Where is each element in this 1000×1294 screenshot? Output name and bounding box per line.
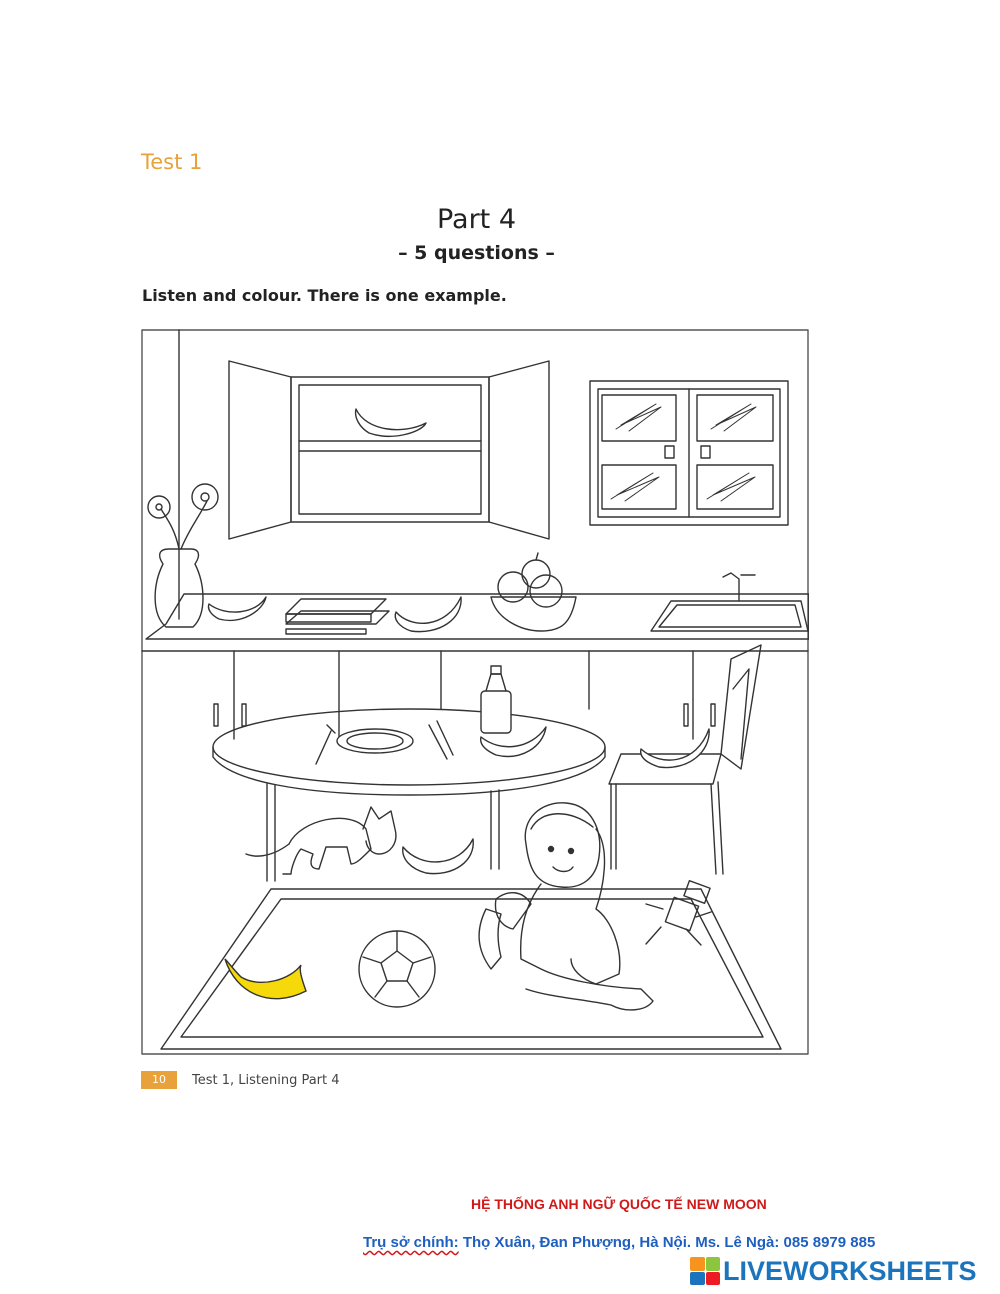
vase-with-flowers	[148, 484, 218, 627]
stack-of-books	[286, 599, 389, 634]
page-number-badge: 10	[141, 1071, 177, 1089]
address-line	[363, 1234, 875, 1251]
floor-banana-under-table	[403, 839, 474, 874]
rug	[161, 889, 781, 1049]
rug-banana-yellow	[225, 959, 306, 999]
liveworksheets-logo[interactable]	[690, 1254, 977, 1288]
address-prefix: Trụ sở chính:	[363, 1234, 459, 1251]
fruit-bowl	[491, 553, 576, 631]
instruction-text: Listen and colour. There is one example.	[142, 286, 507, 305]
page-caption: Test 1, Listening Part 4	[192, 1073, 340, 1088]
part-title: Part 4	[436, 204, 517, 235]
counter-banana-left	[208, 597, 266, 620]
address-body: Thọ Xuân, Đan Phượng, Hà Nội. Ms. Lê Ngà: 085 8979 885	[462, 1234, 876, 1251]
cat	[246, 807, 396, 874]
cupboard-banana	[356, 409, 426, 436]
girl-sitting	[479, 803, 653, 1010]
kitchen-window	[590, 381, 788, 525]
chair-banana	[641, 729, 709, 768]
counter-banana-right	[395, 597, 461, 632]
school-name: HỆ THỐNG ANH NGỮ QUỐC TẾ NEW MOON	[471, 1196, 767, 1212]
liveworksheets-logo-text: LIVEWORKSHEETS	[723, 1255, 977, 1286]
test-label: Test 1	[141, 150, 203, 174]
part-subtitle: – 5 questions –	[398, 242, 555, 264]
liveworksheets-logo-icon	[690, 1257, 720, 1285]
football	[359, 931, 435, 1007]
wall-cupboard	[229, 361, 549, 539]
kitchen-scene-illustration	[141, 329, 809, 1055]
sink	[651, 573, 808, 631]
